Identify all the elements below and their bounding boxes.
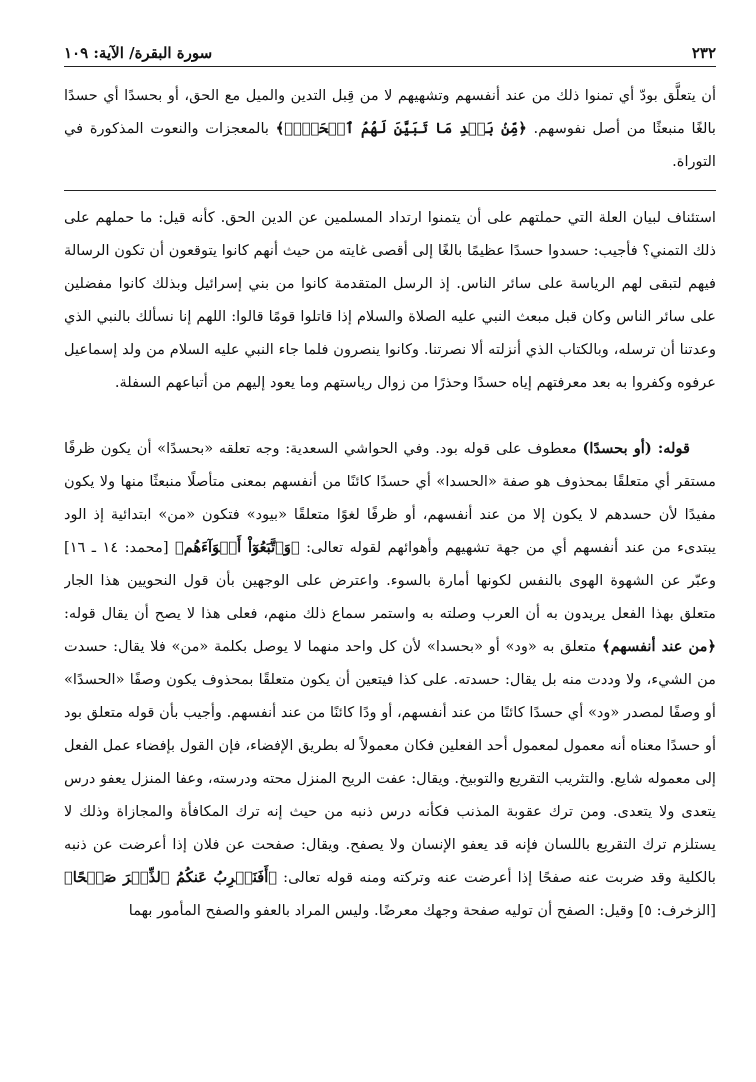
page-header	[64, 40, 716, 66]
surah-reference: سورة البقرة/ الآية: ١٠٩	[64, 44, 213, 62]
gloss-text-2: [محمد: ١٤ ـ ١٦] وعبّر عن الشهوة الهوى بالنفس لكونها أمارة بالسوء. واعترض على الوجهين بأن قول النحويين هذا الجار متعلق بهذا الفعل يريدون به أن العرب وصلته به واستمر سماع ذلك منهم، فعلى هذا لا يصح أن يقال قوله:	[64, 539, 716, 622]
document-page	[64, 40, 716, 1070]
gloss-text-4: [الزخرف: ٥] وقيل: الصفح أن توليه صفحة وجهك معرضًا. وليس المراد بالعفو والصفح المأمور بهما	[128, 902, 716, 919]
quran-quote-3: ﴿أَفَنَضۡرِبُ عَنكُمُ ٱلذِّكۡرَ صَفۡحًا﴾	[64, 869, 278, 886]
quran-verse: ﴿مِّنۢ بَعۡدِ مَا تَبَيَّنَ لَهُمُ ٱلۡحَقُّۖ﴾	[275, 120, 527, 137]
header-rule	[64, 66, 716, 67]
paragraph-gap	[64, 399, 716, 432]
tafsir-text-1: أن يتعلَّق بودّ أي تمنوا ذلك من عند أنفسهم وتشهيهم لا من قِبل التدين والميل مع الحق، أو بحسدًا أي حسدًا بالغًا منبعثًا من أصل نفوسهم.	[64, 87, 716, 137]
page-number: ٢٣٢	[691, 44, 716, 62]
tafsir-text-2: بالمعجزات والنعوت المذكورة في التوراة.	[64, 120, 716, 170]
gloss-paragraph-1: استئناف لبيان العلة التي حملتهم على أن يتمنوا ارتداد المسلمين عن الدين الحق. كأنه قيل: ما حملهم على ذلك التمني؟ فأجيب: حسدوا حسدًا عظيمًا بالغًا إلى أقصى غايته من حيث أنهم كانوا يتوقعون أن تكون الرسالة فيهم لتبقى لهم الرياسة على سائر الناس. إذ الرسل المتقدمة كانوا من بني إسرائيل وبذلك كانوا مفضلين على سائر الناس وكان قبل مبعث النبي عليه الصلاة والسلام إذا قاتلوا قومًا قالوا: اللهم إنا نسألك بالنبي الذي وعدتنا أن ترسله، وبالكتاب الذي أنزلته ألا نصرتنا. وكانوا ينصرون فلما جاء النبي عليه السلام من ولد إسماعيل عرفوه وكفروا به بعد معرفتهم إياه حسدًا وحذرًا من زوال رياستهم وما يعود إليهم من أتباعهم السفلة.	[64, 209, 716, 391]
tafsir-paragraph	[64, 79, 716, 178]
quran-quote-1: ﴿وَٱتَّبَعُوٓاْ أَهۡوَآءَهُم﴾	[174, 539, 300, 556]
gloss-text-1: معطوف على قوله بود. وفي الحواشي السعدية: وجه تعلقه «بحسدًا» أن يكون ظرفًا مستقر أي متعلقًا بمحذوف هو صفة «الحسدا» أي حسدًا كائنًا من أنفسهم بمعنى متأصلًا منبعثًا منها ولا يكون مفيدًا لأن حسدهم لا يكون إلا من عند أنفسهم، أو ظرفًا لغوًا متعلقًا «بيود» فتكون «من» ابتدائية إذ الود يبتدىء من عند أنفسهم أي من جهة تشهيهم وأهوائهم لقوله تعالى:	[64, 440, 716, 556]
quran-quote-2: ﴿من عند أنفسهم﴾	[602, 638, 716, 655]
gloss-paragraph-2	[64, 432, 716, 927]
footnote-divider	[64, 190, 716, 191]
gloss-lead: قوله: (أو بحسدًا)	[582, 440, 690, 457]
gloss-text-3: متعلق به «ود» أو «بحسدا» لأن كل واحد منهما لا يوصل بكلمة «من» فلا يقال: حسدت من الشيء، ولا وددت منه بل يقال: حسدته. على كذا فيتعين أن يكون متعلقًا بمحذوف يكون وصفًا «الحسدًا» أو وصفًا لمصدر «ود» أي حسدًا كائنًا من عند أنفسهم، أو ودًا كائنًا من عند أنفسهم. وأجيب بأن قوله متعلق بود أو حسدًا معناه أنه معمول لمعمول أحد الفعلين فكان معمولاً له بطريق الإفضاء، فإن القول بإفضاء عمل الفعل إلى معموله شايع. والتثريب التقريع والتوبيخ. ويقال: عفت الريح المنزل محته ودرسته، وعفا المنزل يعفو درس يتعدى ولا يتعدى. ومن ترك عقوبة المذنب فكأنه درس ذنبه من حيث إنه ترك المكافأة والمجازاة وذلك لا يستلزم ترك التقريع باللسان فإنه قد يعفو الإنسان ولا يصفح. ويقال: صفحت عن فلان إذا أعرضت عن ذنبه بالكلية وقد ضربت عنه صفحًا إذا أعرضت عنه وتركته ومنه قوله تعالى:	[64, 638, 716, 886]
